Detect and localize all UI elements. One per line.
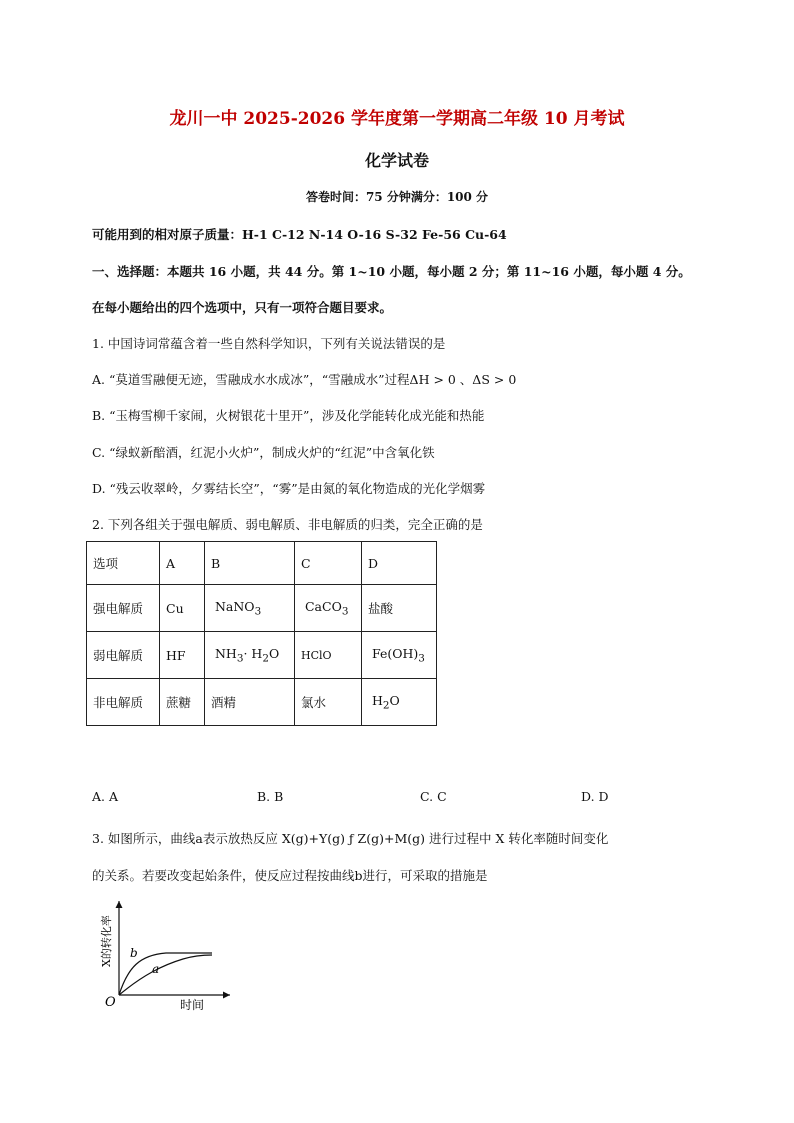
table-cell: $H_2O$ <box>362 679 437 726</box>
table-cell: NaNO$_3$ <box>205 585 295 632</box>
table-cell: Cu <box>160 585 205 632</box>
row-label: 非电解质 <box>87 679 160 726</box>
table-cell: $Fe(OH)_3$ <box>362 632 437 679</box>
table-cell: HF <box>160 632 205 679</box>
q1-option-d: D. “残云收翠岭，夕雾结长空”，“雾”是由氮的氧化物造成的光化学烟雾 <box>92 481 486 496</box>
q2-option-c: C. C <box>420 789 447 804</box>
table-row <box>87 585 437 632</box>
x-axis-label: 时间 <box>180 998 205 1012</box>
section-heading-line2: 在每小题给出的四个选项中，只有一项符合题目要求。 <box>92 300 393 315</box>
table-header-cell: C <box>295 542 362 585</box>
table-row <box>87 679 437 726</box>
origin-label: O <box>105 995 116 1010</box>
q2-option-a: A. A <box>92 789 119 804</box>
y-axis-label: X的转化率 <box>100 915 113 967</box>
table-header-cell: 选项 <box>87 542 160 585</box>
section-heading-line1: 一、选择题：本题共 16 小题，共 44 分。第 1~10 小题，每小题 2 分；第 11~16 小题，每小题 4 分。 <box>92 264 691 279</box>
q1-stem: 1. 中国诗词常蕴含着一些自然科学知识，下列有关说法错误的是 <box>92 336 446 351</box>
table-header-cell: B <box>205 542 295 585</box>
atomic-masses: 可能用到的相对原子质量：H-1 C-12 N-14 O-16 S-32 Fe-56 Cu-64 <box>92 227 507 242</box>
table-cell: $NH_3\cdot H_2O$ <box>205 632 295 679</box>
table-cell: 酒精 <box>205 679 295 726</box>
q3-stem-line1: 3. 如图所示，曲线a表示放热反应 X(g)+Y(g) ƒ Z(g)+M(g) 进行过程中 X 转化率随时间变化 <box>92 831 609 846</box>
table-cell: CaCO$_3$ <box>295 585 362 632</box>
table-cell: 蔗糖 <box>160 679 205 726</box>
q3-graph <box>88 895 238 1015</box>
curve-a-label: a <box>152 962 160 976</box>
q1-option-a: A. “莫道雪融便无迹，雪融成水水成冰”，“雪融成水”过程ΔH > 0 、ΔS > 0 <box>92 372 517 387</box>
row-label: 弱电解质 <box>87 632 160 679</box>
exam-subject: 化学试卷 <box>364 151 429 170</box>
table-cell: 氯水 <box>295 679 362 726</box>
q3-stem-line2: 的关系。若要改变起始条件，使反应过程按曲线b进行，可采取的措施是 <box>92 868 488 883</box>
q1-option-c: C. “绿蚁新醅酒，红泥小火炉”，制成火炉的“红泥”中含氧化铁 <box>92 445 435 460</box>
q1-option-b: B. “玉梅雪柳千家闹，火树银花十里开”，涉及化学能转化成光能和热能 <box>92 408 485 423</box>
row-label: 强电解质 <box>87 585 160 632</box>
q2-table <box>86 541 437 726</box>
exam-title: 龙川一中 2025-2026 学年度第一学期高二年级 10 月考试 <box>169 109 625 129</box>
curve-b-label: b <box>130 946 138 960</box>
curve-a <box>119 955 212 995</box>
table-cell: HClO <box>295 632 362 679</box>
table-header-cell: D <box>362 542 437 585</box>
q2-stem: 2. 下列各组关于强电解质、弱电解质、非电解质的归类，完全正确的是 <box>92 517 483 532</box>
q2-option-d: D. D <box>581 789 609 804</box>
q2-option-b: B. B <box>257 789 284 804</box>
table-row <box>87 542 437 585</box>
table-header-cell: A <box>160 542 205 585</box>
table-row <box>87 632 437 679</box>
table-cell: 盐酸 <box>362 585 437 632</box>
exam-meta: 答卷时间：75 分钟满分：100 分 <box>305 190 489 204</box>
